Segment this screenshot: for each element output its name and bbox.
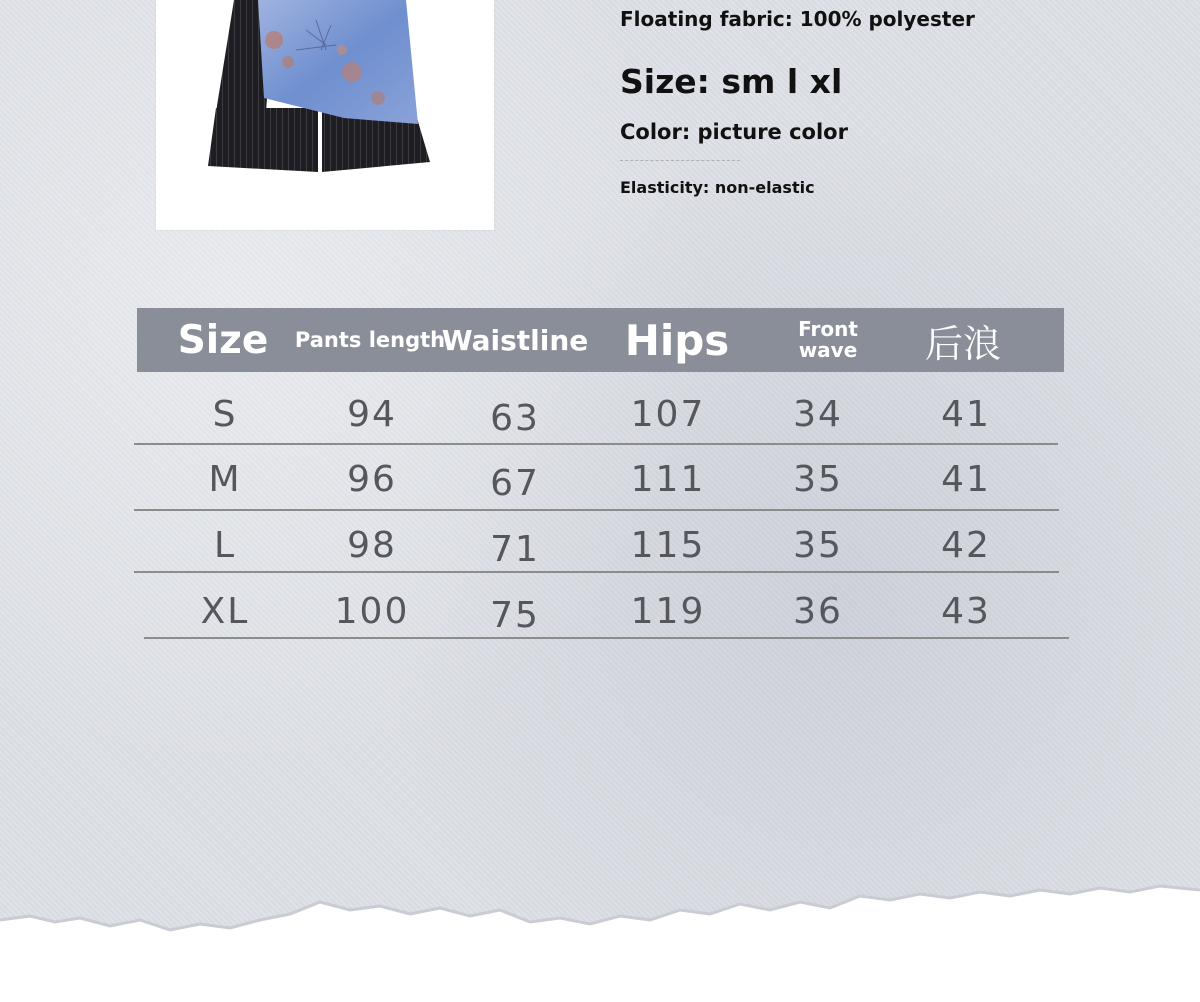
cell-pants-length: 100 bbox=[334, 591, 410, 632]
cell-pants-length: 94 bbox=[347, 394, 397, 435]
size-chart-table bbox=[134, 308, 1069, 643]
row-divider bbox=[134, 571, 1059, 573]
header-front-wave: Front wave bbox=[798, 317, 858, 362]
size-spec: Size: sm l xl bbox=[620, 62, 843, 101]
table-row bbox=[134, 510, 1069, 576]
cell-front-wave: 35 bbox=[793, 525, 843, 566]
spec-divider bbox=[620, 160, 740, 161]
cell-front-wave: 34 bbox=[793, 394, 843, 435]
table-row bbox=[134, 444, 1069, 510]
cell-front-wave: 35 bbox=[793, 459, 843, 500]
table-header bbox=[137, 308, 1064, 372]
fabric-spec: Floating fabric: 100% polyester bbox=[620, 7, 975, 31]
cell-hips: 111 bbox=[630, 459, 706, 500]
cell-hips: 119 bbox=[630, 591, 706, 632]
cell-size: L bbox=[213, 525, 237, 566]
cell-waistline: 71 bbox=[490, 529, 540, 570]
product-image bbox=[156, 0, 494, 230]
row-divider bbox=[144, 637, 1069, 639]
cell-size: S bbox=[212, 394, 238, 435]
header-pants-length: Pants length bbox=[294, 328, 446, 352]
cell-front-wave: 36 bbox=[793, 591, 843, 632]
row-divider bbox=[134, 443, 1058, 445]
cell-size: XL bbox=[200, 591, 250, 632]
wide-leg-left bbox=[208, 108, 318, 172]
header-hips: Hips bbox=[624, 315, 730, 365]
header-back-wave: 后浪 bbox=[924, 321, 1002, 366]
header-size: Size bbox=[177, 317, 269, 363]
cell-hips: 115 bbox=[630, 525, 706, 566]
cell-pants-length: 98 bbox=[347, 525, 397, 566]
table-row bbox=[134, 574, 1069, 640]
cell-back-wave: 41 bbox=[941, 394, 991, 435]
elasticity-spec: Elasticity: non-elastic bbox=[620, 178, 815, 197]
row-divider bbox=[134, 509, 1059, 511]
cell-back-wave: 42 bbox=[941, 525, 991, 566]
skirt-pants-illustration bbox=[156, 0, 494, 230]
cell-hips: 107 bbox=[630, 394, 706, 435]
cell-waistline: 75 bbox=[490, 595, 540, 636]
cell-back-wave: 43 bbox=[941, 591, 991, 632]
color-spec: Color: picture color bbox=[620, 120, 848, 144]
cell-waistline: 67 bbox=[490, 463, 540, 504]
table-row bbox=[134, 372, 1069, 438]
torn-paper-edge bbox=[0, 880, 1200, 1002]
cell-pants-length: 96 bbox=[347, 459, 397, 500]
header-waistline: Waistline bbox=[441, 323, 589, 357]
cell-size: M bbox=[208, 459, 242, 500]
cell-back-wave: 41 bbox=[941, 459, 991, 500]
cell-waistline: 63 bbox=[490, 398, 540, 439]
